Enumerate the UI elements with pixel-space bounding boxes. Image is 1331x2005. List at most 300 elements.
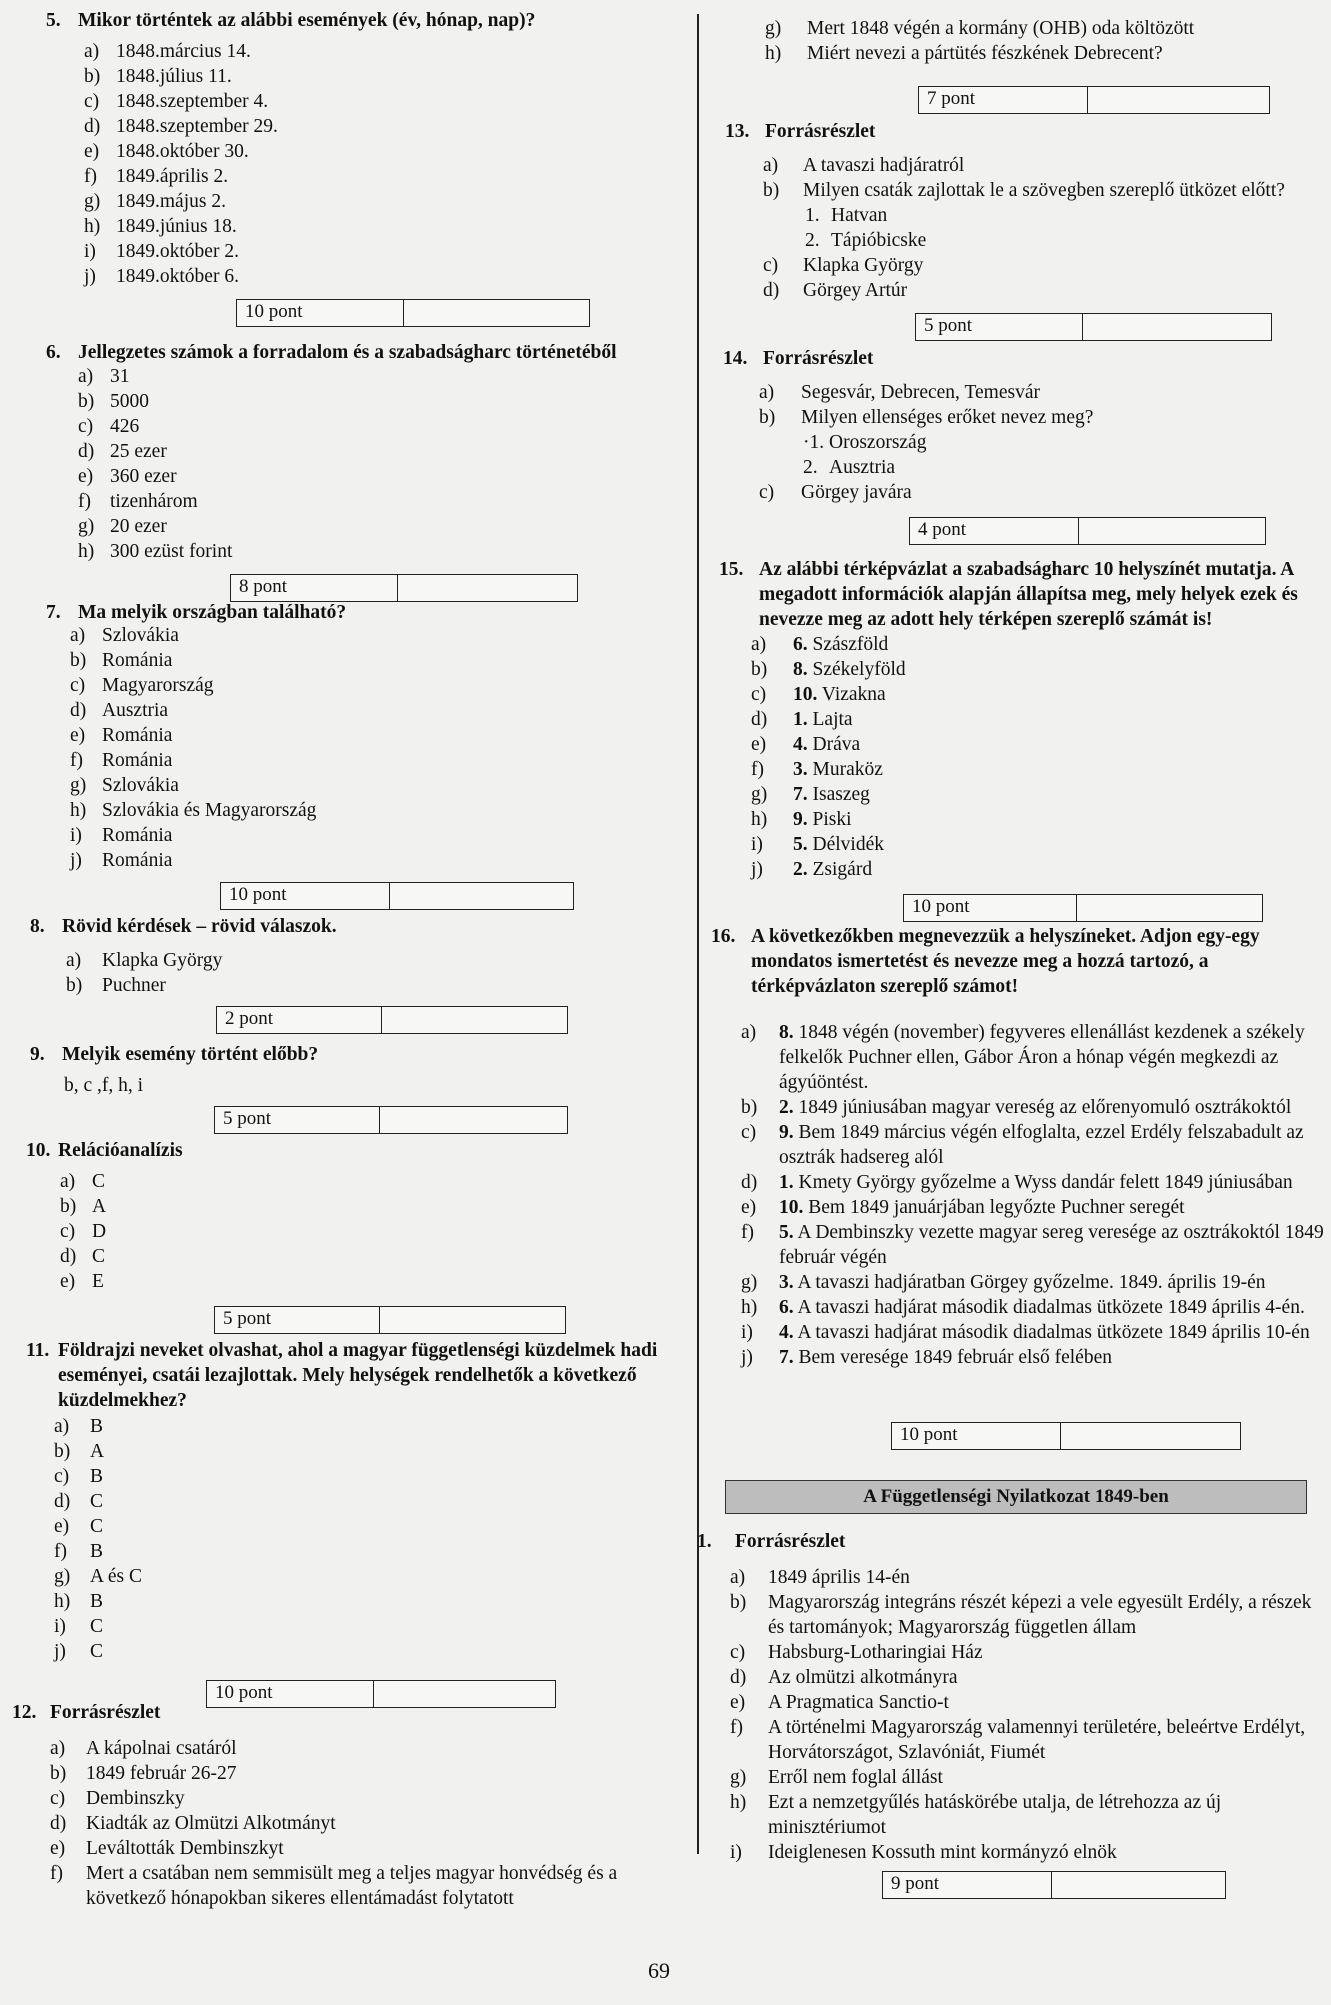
item-label: e) bbox=[60, 1271, 76, 1292]
list-item bbox=[730, 1790, 1320, 1840]
item-value: A és C bbox=[90, 1566, 143, 1587]
list-item bbox=[54, 1614, 354, 1639]
item-value: 5000 bbox=[110, 391, 149, 412]
item-label: e) bbox=[50, 1838, 66, 1859]
item-label: b) bbox=[50, 1763, 67, 1784]
list-item bbox=[70, 748, 570, 773]
points-box-q8: 2 pont bbox=[216, 1006, 568, 1034]
question-13-sublist bbox=[805, 203, 1323, 253]
item-label: d) bbox=[84, 116, 101, 137]
question-12-title: 12. Forrásrészlet bbox=[12, 1702, 161, 1723]
item-value: Románia bbox=[102, 750, 173, 771]
map-number: 2. bbox=[793, 859, 808, 880]
item-label: d) bbox=[54, 1491, 71, 1512]
item-value: 1848.szeptember 29. bbox=[116, 116, 278, 137]
map-number: 1. bbox=[793, 709, 808, 730]
item-value: Kiadták az Olmützi Alkotmányt bbox=[86, 1813, 336, 1834]
map-number: 6. bbox=[779, 1297, 794, 1318]
list-item bbox=[730, 1690, 1320, 1715]
list-item bbox=[730, 1765, 1320, 1790]
list-item: a) A tavaszi hadjáratról bbox=[763, 155, 965, 176]
item-label: d) bbox=[60, 1246, 77, 1267]
item-label: d) bbox=[50, 1813, 67, 1834]
item-label: j) bbox=[84, 266, 96, 287]
item-label: h) bbox=[751, 809, 768, 830]
item-label: i) bbox=[84, 241, 96, 262]
list-item bbox=[84, 139, 584, 164]
item-value: 1849.április 2. bbox=[116, 166, 229, 187]
item-value bbox=[793, 682, 886, 707]
item-value: C bbox=[90, 1491, 104, 1512]
item-text: 1849 júniusában magyar vereség az előrenyomuló osztrákoktól bbox=[798, 1097, 1292, 1118]
item-label: b) bbox=[66, 975, 83, 996]
item-label: f) bbox=[741, 1222, 754, 1243]
item-value: 360 ezer bbox=[110, 466, 177, 487]
item-label: f) bbox=[78, 491, 91, 512]
item-text: Lajta bbox=[812, 709, 853, 730]
list-item bbox=[730, 1565, 1320, 1590]
map-number: 4. bbox=[793, 734, 808, 755]
item-value bbox=[793, 707, 853, 732]
item-label: h) bbox=[730, 1792, 747, 1813]
item-text: Kmety György győzelme a Wyss dandár felett 1849 júniusában bbox=[798, 1172, 1293, 1193]
item-value: A Pragmatica Sanctio-t bbox=[768, 1692, 949, 1713]
question-8-answers bbox=[66, 948, 566, 998]
list-item bbox=[730, 1590, 1320, 1640]
question-10-title: 10. Relációanalízis bbox=[26, 1140, 183, 1161]
item-label: e) bbox=[751, 734, 767, 755]
item-label: b) bbox=[751, 659, 768, 680]
item-label: c) bbox=[70, 675, 86, 696]
item-value: E bbox=[92, 1271, 104, 1292]
item-label: i) bbox=[70, 825, 82, 846]
item-value bbox=[793, 807, 852, 832]
list-item bbox=[54, 1564, 354, 1589]
list-item bbox=[70, 848, 570, 873]
list-item bbox=[54, 1589, 354, 1614]
item-value: 20 ezer bbox=[110, 516, 167, 537]
list-item bbox=[50, 1786, 670, 1811]
list-item bbox=[741, 1120, 1325, 1170]
list-item bbox=[741, 1295, 1325, 1320]
item-label: a) bbox=[84, 41, 100, 62]
item-label: e) bbox=[741, 1197, 757, 1218]
list-item bbox=[60, 1169, 360, 1194]
item-label: b) bbox=[54, 1441, 71, 1462]
item-label: g) bbox=[741, 1272, 758, 1293]
item-value: 300 ezüst forint bbox=[110, 541, 233, 562]
item-value: 1849.október 6. bbox=[116, 266, 239, 287]
item-value bbox=[779, 1195, 1331, 1220]
item-label: c) bbox=[54, 1466, 70, 1487]
item-label: c) bbox=[751, 684, 767, 705]
item-label: d) bbox=[70, 700, 87, 721]
item-value bbox=[793, 757, 883, 782]
item-label: b) bbox=[70, 650, 87, 671]
list-item bbox=[50, 1836, 670, 1861]
list-item bbox=[730, 1715, 1320, 1765]
item-value: Szlovákia és Magyarország bbox=[102, 800, 317, 821]
list-item bbox=[741, 1095, 1325, 1120]
list-item bbox=[50, 1811, 670, 1836]
points-box-q7: 10 pont bbox=[220, 882, 574, 910]
points-box-q16: 10 pont bbox=[891, 1422, 1241, 1450]
item-text: A tavaszi hadjárat második diadalmas ütközete 1849 április 10-én bbox=[797, 1322, 1310, 1343]
list-item bbox=[70, 723, 570, 748]
item-value bbox=[779, 1345, 1331, 1370]
item-label: a) bbox=[50, 1738, 66, 1759]
item-value: C bbox=[90, 1641, 104, 1662]
item-label: i) bbox=[751, 834, 763, 855]
points-box-q5: 10 pont bbox=[236, 299, 590, 327]
item-label: f) bbox=[751, 759, 764, 780]
question-6-title: 6. Jellegzetes számok a forradalom és a szabadságharc történetéből bbox=[46, 342, 617, 363]
item-value bbox=[793, 782, 870, 807]
item-label: b) bbox=[84, 66, 101, 87]
list-item bbox=[751, 632, 1251, 657]
map-number: 1. bbox=[779, 1172, 794, 1193]
item-value: Románia bbox=[102, 850, 173, 871]
question-14-sublist bbox=[803, 430, 1319, 480]
question-5-answers bbox=[84, 39, 584, 289]
list-item: d) Görgey Artúr bbox=[763, 280, 908, 301]
item-label: f) bbox=[70, 750, 83, 771]
list-item: b) Milyen csaták zajlottak le a szövegben szereplő ütközet előtt? bbox=[763, 180, 1285, 201]
item-label: g) bbox=[751, 784, 768, 805]
item-label: c) bbox=[741, 1122, 757, 1143]
item-label: c) bbox=[78, 416, 94, 437]
item-label: b) bbox=[730, 1592, 747, 1613]
list-item bbox=[751, 657, 1251, 682]
item-label: f) bbox=[84, 166, 97, 187]
item-label: h) bbox=[765, 43, 782, 64]
item-value: A kápolnai csatáról bbox=[86, 1738, 237, 1759]
item-value: B bbox=[90, 1591, 104, 1612]
list-item bbox=[751, 732, 1251, 757]
item-value bbox=[793, 857, 872, 882]
item-text: A tavaszi hadjáratban Görgey győzelme. 1849. április 19-én bbox=[797, 1272, 1266, 1293]
list-item bbox=[751, 707, 1251, 732]
list-item bbox=[730, 1665, 1320, 1690]
list-item bbox=[84, 39, 584, 64]
item-label: a) bbox=[70, 625, 86, 646]
item-value: Miért nevezi a pártütés fészkének Debrecent? bbox=[807, 43, 1163, 64]
item-value: D bbox=[92, 1221, 107, 1242]
item-value: Románia bbox=[102, 650, 173, 671]
item-value: Magyarország bbox=[102, 675, 214, 696]
item-value: 1848.szeptember 4. bbox=[116, 91, 269, 112]
item-text: Bem 1849 március végén elfoglalta, ezzel Erdély felszabadult az osztrák hadsereg alól bbox=[779, 1122, 1304, 1168]
item-value: Habsburg-Lotharingiai Ház bbox=[768, 1642, 983, 1663]
question-15-title: 15. Az alábbi térképvázlat a szabadságharc 10 helyszínét mutatja. A megadott információk alapján állapítsa meg, mely helyek ezek és nevezze meg az adott hely térképen szereplő számát is! bbox=[719, 559, 1298, 630]
list-item bbox=[60, 1219, 360, 1244]
item-value: Románia bbox=[102, 725, 173, 746]
item-value: B bbox=[90, 1416, 104, 1437]
list-item bbox=[84, 64, 584, 89]
sublist-item bbox=[803, 430, 1319, 455]
list-item bbox=[84, 264, 584, 289]
points-box-q12: 7 pont bbox=[918, 86, 1270, 114]
item-value bbox=[793, 732, 860, 757]
question-9-title: 9. Melyik esemény történt előbb? bbox=[30, 1044, 319, 1065]
item-value: Ausztria bbox=[102, 700, 169, 721]
map-number: 10. bbox=[793, 684, 818, 705]
sub-text: Ausztria bbox=[829, 457, 896, 478]
section-question-1-answers bbox=[730, 1565, 1320, 1865]
list-item bbox=[66, 948, 566, 973]
item-label: e) bbox=[70, 725, 86, 746]
item-label: d) bbox=[741, 1172, 758, 1193]
list-item bbox=[70, 698, 570, 723]
list-item bbox=[78, 414, 578, 439]
sub-text: Oroszország bbox=[829, 432, 927, 453]
item-text: Zsigárd bbox=[812, 859, 873, 880]
item-label: h) bbox=[84, 216, 101, 237]
list-item: c) Görgey javára bbox=[759, 482, 912, 503]
list-item bbox=[84, 164, 584, 189]
item-label: a) bbox=[730, 1567, 746, 1588]
item-text: Piski bbox=[812, 809, 852, 830]
list-item bbox=[84, 214, 584, 239]
list-item bbox=[741, 1020, 1325, 1095]
item-value: Szlovákia bbox=[102, 775, 179, 796]
item-label: f) bbox=[50, 1863, 63, 1884]
points-box-q14: 4 pont bbox=[909, 517, 1266, 545]
item-value bbox=[779, 1120, 1331, 1170]
item-value: Mert 1848 végén a kormány (OHB) oda költözött bbox=[807, 18, 1195, 39]
item-label: e) bbox=[78, 466, 94, 487]
item-value: A történelmi Magyarország valamennyi területére, beleértve Erdélyt, Horvátországot, Szlavóniát, Fiumét bbox=[768, 1717, 1306, 1763]
list-item bbox=[84, 89, 584, 114]
item-label: g) bbox=[54, 1566, 71, 1587]
item-label: a) bbox=[60, 1171, 76, 1192]
item-value: 1848.július 11. bbox=[116, 66, 232, 87]
item-value: tizenhárom bbox=[110, 491, 198, 512]
question-10-answers bbox=[60, 1169, 360, 1294]
list-item bbox=[751, 782, 1251, 807]
item-label: i) bbox=[54, 1616, 66, 1637]
list-item: a) Segesvár, Debrecen, Temesvár bbox=[759, 382, 1040, 403]
map-number: 6. bbox=[793, 634, 808, 655]
item-value: 1848.október 30. bbox=[116, 141, 249, 162]
list-item bbox=[78, 389, 578, 414]
item-label: i) bbox=[741, 1322, 753, 1343]
points-box-q15: 10 pont bbox=[903, 894, 1263, 922]
item-text: Bem 1849 januárjában legyőzte Puchner seregét bbox=[808, 1197, 1185, 1218]
item-value bbox=[793, 832, 884, 857]
page-number: 69 bbox=[648, 1958, 670, 1983]
item-value bbox=[793, 632, 888, 657]
list-item bbox=[54, 1439, 354, 1464]
item-label: j) bbox=[751, 859, 763, 880]
item-value: 31 bbox=[110, 366, 130, 387]
section-banner: A Függetlenségi Nyilatkozat 1849-ben bbox=[725, 1480, 1307, 1514]
item-value bbox=[779, 1295, 1331, 1320]
question-7-title: 7. Ma melyik országban található? bbox=[46, 602, 347, 623]
item-label: i) bbox=[730, 1842, 742, 1863]
map-number: 5. bbox=[779, 1222, 794, 1243]
item-label: h) bbox=[78, 541, 95, 562]
points-box-q11: 10 pont bbox=[206, 1680, 556, 1708]
item-text: Vizakna bbox=[821, 684, 886, 705]
list-item bbox=[70, 823, 570, 848]
list-item bbox=[765, 41, 1305, 66]
question-11-answers bbox=[54, 1414, 354, 1664]
list-item bbox=[54, 1464, 354, 1489]
item-value bbox=[779, 1270, 1331, 1295]
item-label: c) bbox=[730, 1642, 746, 1663]
question-6-answers bbox=[78, 364, 578, 564]
item-value: Románia bbox=[102, 825, 173, 846]
item-label: d) bbox=[751, 709, 768, 730]
list-item bbox=[730, 1840, 1320, 1865]
list-item bbox=[70, 798, 570, 823]
list-item bbox=[54, 1514, 354, 1539]
map-number: 9. bbox=[793, 809, 808, 830]
list-item bbox=[60, 1194, 360, 1219]
list-item bbox=[60, 1269, 360, 1294]
list-item bbox=[78, 439, 578, 464]
item-value: A bbox=[92, 1196, 107, 1217]
item-value bbox=[779, 1170, 1331, 1195]
map-number: 5. bbox=[793, 834, 808, 855]
question-14-answers bbox=[759, 380, 1319, 505]
list-item bbox=[741, 1345, 1325, 1370]
item-value: 1848.március 14. bbox=[116, 41, 251, 62]
list-item bbox=[60, 1244, 360, 1269]
list-item bbox=[78, 514, 578, 539]
item-label: a) bbox=[751, 634, 767, 655]
list-item bbox=[50, 1736, 670, 1761]
item-label: j) bbox=[741, 1347, 753, 1368]
item-value: 1849.október 2. bbox=[116, 241, 239, 262]
item-value: Leváltották Dembinszkyt bbox=[86, 1838, 284, 1859]
item-label: g) bbox=[78, 516, 95, 537]
item-value: 1849.június 18. bbox=[116, 216, 237, 237]
item-value: Erről nem foglal állást bbox=[768, 1767, 943, 1788]
list-item bbox=[741, 1220, 1325, 1270]
item-value bbox=[779, 1020, 1331, 1095]
map-number: 10. bbox=[779, 1197, 804, 1218]
list-item bbox=[54, 1639, 354, 1664]
list-item bbox=[84, 114, 584, 139]
item-text: Székelyföld bbox=[812, 659, 906, 680]
item-label: g) bbox=[730, 1767, 747, 1788]
item-value: C bbox=[90, 1516, 104, 1537]
item-label: b) bbox=[60, 1196, 77, 1217]
sublist-item bbox=[803, 455, 1319, 480]
item-label: g) bbox=[70, 775, 87, 796]
item-value: Dembinszky bbox=[86, 1788, 185, 1809]
item-label: c) bbox=[50, 1788, 66, 1809]
sublist-item bbox=[805, 203, 1323, 228]
item-value: B bbox=[90, 1541, 104, 1562]
item-label: b) bbox=[78, 391, 95, 412]
list-item bbox=[751, 857, 1251, 882]
list-item bbox=[70, 773, 570, 798]
map-number: 2. bbox=[779, 1097, 794, 1118]
item-value: C bbox=[90, 1616, 104, 1637]
question-16-title: 16. A következőkben megnevezzük a helyszíneket. Adjon egy-egy mondatos ismertetést és nevezze meg a hozzá tartozó, a térképvázlaton szereplő számot! bbox=[711, 926, 1260, 997]
item-value: Klapka György bbox=[102, 950, 223, 971]
list-item bbox=[78, 489, 578, 514]
list-item bbox=[78, 464, 578, 489]
points-box-q13: 5 pont bbox=[915, 313, 1272, 341]
question-16-answers bbox=[741, 1020, 1325, 1370]
item-value: C bbox=[92, 1246, 106, 1267]
question-12-answers bbox=[50, 1736, 670, 1911]
item-label: b) bbox=[741, 1097, 758, 1118]
item-value: Ideiglenesen Kossuth mint kormányzó elnök bbox=[768, 1842, 1117, 1863]
list-item bbox=[70, 623, 570, 648]
list-item bbox=[50, 1861, 670, 1911]
list-item bbox=[741, 1170, 1325, 1195]
list-item bbox=[751, 807, 1251, 832]
question-13-answers bbox=[763, 153, 1323, 303]
item-text: Muraköz bbox=[812, 759, 883, 780]
item-label: g) bbox=[765, 18, 782, 39]
item-text: Dráva bbox=[812, 734, 861, 755]
points-box-s1: 9 pont bbox=[882, 1871, 1226, 1899]
list-item bbox=[50, 1761, 670, 1786]
map-number: 8. bbox=[793, 659, 808, 680]
item-label: e) bbox=[84, 141, 100, 162]
item-label: a) bbox=[78, 366, 94, 387]
list-item bbox=[84, 239, 584, 264]
map-number: 3. bbox=[779, 1272, 794, 1293]
item-text: Isaszeg bbox=[812, 784, 870, 805]
item-value: Mert a csatában nem semmisült meg a teljes magyar honvédség és a következő hónapokban sikeres ellentámadást folytatott bbox=[86, 1863, 618, 1909]
sub-number: 1. bbox=[805, 205, 820, 226]
map-number: 4. bbox=[779, 1322, 794, 1343]
sub-number: 2. bbox=[803, 457, 818, 478]
column-divider bbox=[697, 14, 699, 1854]
map-number: 7. bbox=[779, 1347, 794, 1368]
item-label: a) bbox=[741, 1022, 757, 1043]
section-question-1-title: 1. Forrásrészlet bbox=[697, 1531, 846, 1552]
list-item bbox=[741, 1270, 1325, 1295]
item-label: d) bbox=[78, 441, 95, 462]
sub-text: Hatvan bbox=[831, 205, 888, 226]
item-label: e) bbox=[54, 1516, 70, 1537]
sub-text: Tápióbicske bbox=[831, 230, 927, 251]
item-value: C bbox=[92, 1171, 106, 1192]
question-12-answers-continued bbox=[765, 16, 1305, 66]
map-number: 8. bbox=[779, 1022, 794, 1043]
list-item bbox=[751, 832, 1251, 857]
item-value: A bbox=[90, 1441, 105, 1462]
item-text: A Dembinszky vezette magyar sereg veresége az osztrákoktól 1849 február végén bbox=[779, 1222, 1324, 1268]
list-item: b) Milyen ellenséges erőket nevez meg? bbox=[759, 407, 1094, 428]
item-label: h) bbox=[54, 1591, 71, 1612]
item-label: d) bbox=[730, 1667, 747, 1688]
item-label: a) bbox=[66, 950, 82, 971]
item-label: f) bbox=[54, 1541, 67, 1562]
list-item bbox=[751, 757, 1251, 782]
question-7-answers bbox=[70, 623, 570, 873]
item-label: j) bbox=[70, 850, 82, 871]
list-item bbox=[54, 1489, 354, 1514]
list-item bbox=[66, 973, 566, 998]
points-box-q10: 5 pont bbox=[214, 1306, 566, 1334]
item-value: Ezt a nemzetgyűlés hatáskörébe utalja, de létrehozza az új minisztériumot bbox=[768, 1792, 1222, 1838]
list-item bbox=[730, 1640, 1320, 1665]
question-11-title: 11. Földrajzi neveket olvashat, ahol a magyar függetlenségi küzdelmek hadi eseményei, csatái lezajlottak. Mely helységek rendelhetők a következő küzdelmekhez? bbox=[26, 1340, 658, 1411]
item-value: Magyarország integráns részét képezi a vele egyesült Erdély, a részek és tartományok; Magyarország független állam bbox=[768, 1592, 1312, 1638]
item-text: 1848 végén (november) fegyveres ellenállást kezdenek a székely felkelők Puchner ellen, Gábor Áron a hónap végén megkezdi az ágyúöntést. bbox=[779, 1022, 1305, 1093]
item-value: Puchner bbox=[102, 975, 166, 996]
list-item bbox=[84, 189, 584, 214]
